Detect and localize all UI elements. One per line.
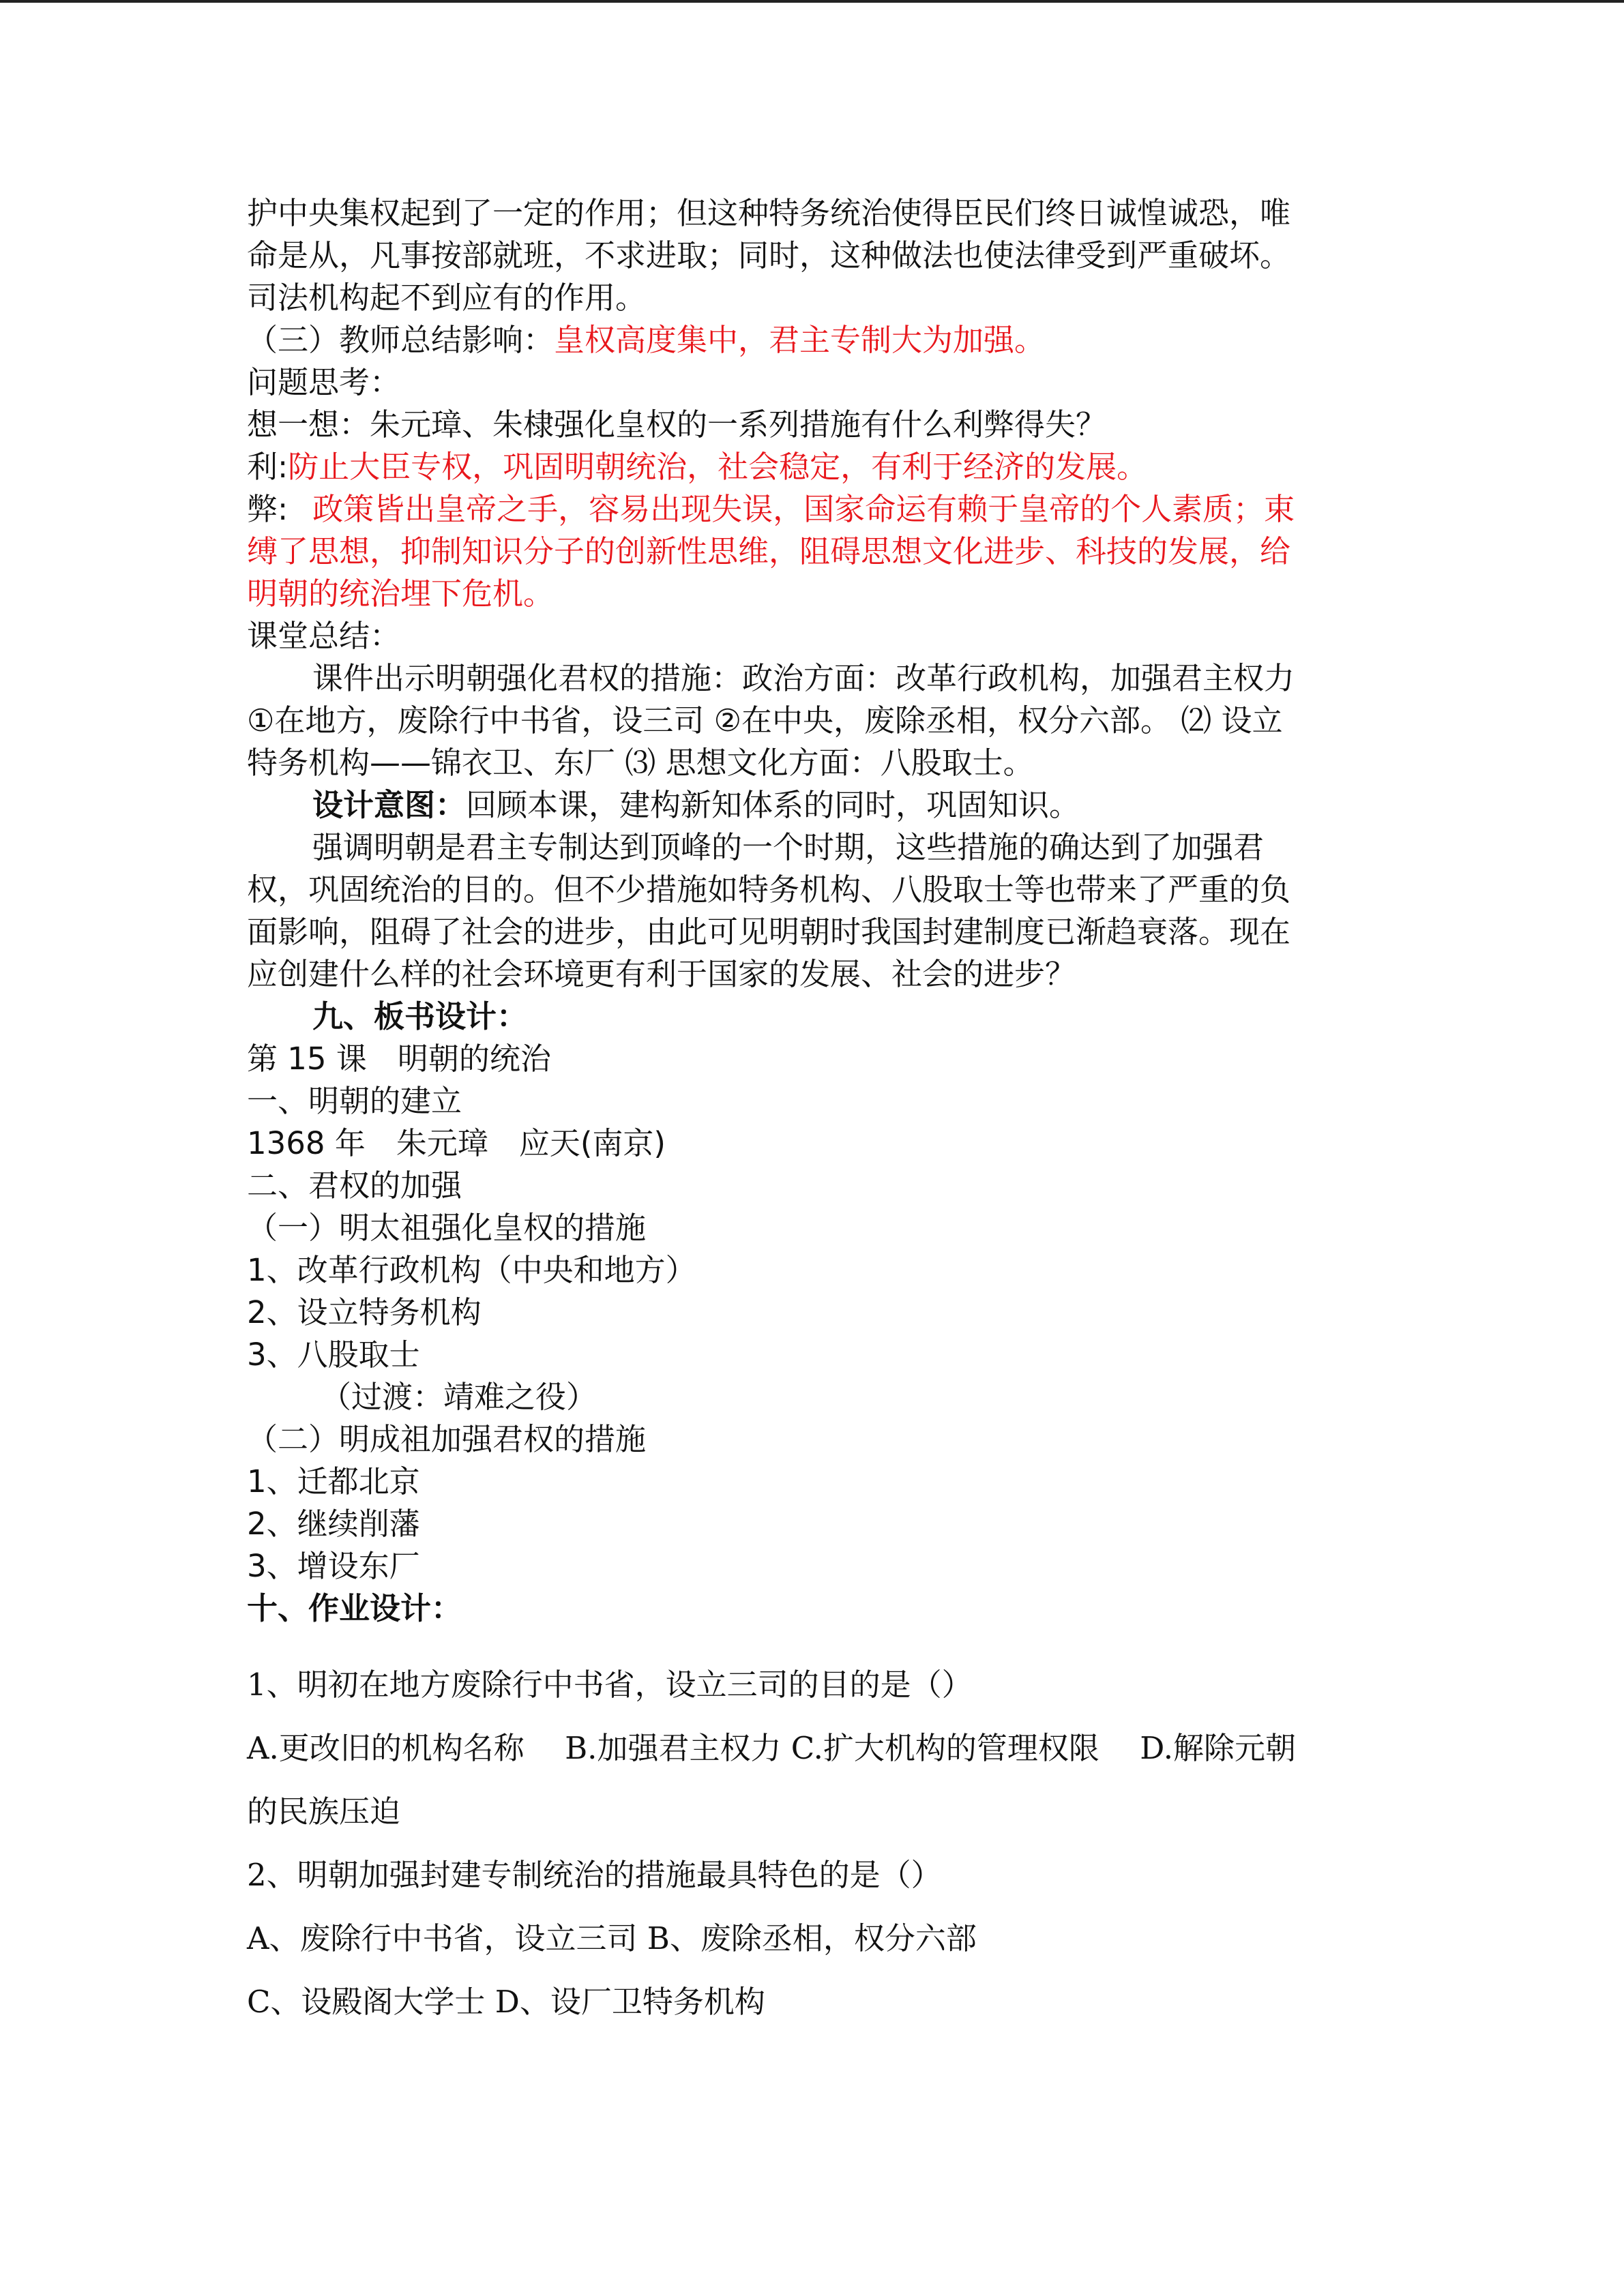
board-item: （一）明太祖强化皇权的措施 [247,1210,647,1246]
summary-impact-label: （三）教师总结影响： [247,322,555,358]
pros-label: 利: [247,449,289,485]
text-line: 应创建什么样的社会环境更有利于国家的发展、社会的进步？ [247,956,1076,992]
text-line: 强调明朝是君主专制达到顶峰的一个时期，这些措施的确达到了加强君 [312,829,1265,865]
pros-line [247,446,1379,488]
summary-impact-highlight: 皇权高度集中，君主专制大为加强。 [554,322,1046,358]
homework-block [247,1630,1379,2053]
page-top-border [0,0,1624,3]
board-item: （过渡：靖难之役） [321,1379,597,1415]
homework-options: A、废除行中书省，设立三司 B、废除丞相，权分六部 [247,1920,977,1956]
homework-question: 2、明朝加强封建专制统治的措施最具特色的是（） [247,1857,942,1893]
text-line: ①在地方，废除行中书省，设三司 ②在中央，废除丞相，权分六部。 ⑵ 设立 [247,702,1283,739]
cons-text-cont: 缚了思想，抑制知识分子的创新性思维，阻碍思想文化进步、科技的发展，给 [247,533,1291,569]
cons-line [247,488,1379,531]
board-item: 一、明朝的建立 [247,1083,462,1119]
homework-options: 的民族压迫 [247,1793,401,1830]
text-line: 命是从，凡事按部就班，不求进取；同时，这种做法也使法律受到严重破坏。 [247,237,1291,273]
section-heading: 九、板书设计： [312,998,528,1034]
text-line: 特务机构——锦衣卫、东厂 ⑶ 思想文化方面：八股取士。 [247,745,1034,781]
cons-label: 弊: [247,491,289,527]
board-item: 3、增设东厂 [247,1548,420,1584]
design-intent-text: 回顾本课，建构新知体系的同时，巩固知识。 [466,787,1080,823]
text-line: 想一想：朱元璋、朱棣强化皇权的一系列措施有什么利弊得失？ [247,406,1107,443]
design-intent-label: 设计意图： [312,787,467,823]
section-heading: 十、作业设计： [247,1590,462,1626]
design-intent-line [247,784,1379,826]
board-item: 1、改革行政机构（中央和地方） [247,1252,696,1288]
text-line: 司法机构起不到应有的作用。 [247,280,647,316]
section-heading: 课堂总结： [247,618,401,654]
homework-question: 1、明初在地方废除行中书省，设立三司的目的是（） [247,1667,973,1703]
board-item: 2、设立特务机构 [247,1294,482,1330]
pros-text: 防止大臣专权，巩固明朝统治，社会稳定，有利于经济的发展。 [288,449,1148,485]
cons-text: 政策皆出皇帝之手，容易出现失误，国家命运有赖于皇帝的个人素质；束 [312,491,1295,527]
board-item: （二）明成祖加强君权的措施 [247,1421,647,1457]
text-line: 面影响，阻碍了社会的进步，由此可见明朝时我国封建制度已渐趋衰落。现在 [247,914,1291,950]
section-heading: 问题思考： [247,364,401,400]
board-item: 1、迁都北京 [247,1463,420,1500]
summary-impact-line [247,319,1379,361]
document-page [247,192,1379,2053]
text-line: 护中央集权起到了一定的作用；但这种特务统治使得臣民们终日诚惶诚恐，唯 [247,195,1291,231]
board-title: 第 15 课 明朝的统治 [247,1041,551,1077]
board-item: 1368 年 朱元璋 应天(南京) [247,1125,666,1161]
text-line: 课件出示明朝强化君权的措施：政治方面：改革行政机构，加强君主权力 [312,660,1295,696]
board-item: 二、君权的加强 [247,1167,462,1204]
homework-options: C、设殿阁大学士 D、设厂卫特务机构 [247,1984,765,2020]
text-line: 权，巩固统治的目的。但不少措施如特务机构、八股取士等也带来了严重的负 [247,871,1291,908]
homework-options: A.更改旧的机构名称 B.加强君主权力 C.扩大机构的管理权限 D.解除元朝 [247,1730,1297,1766]
cons-text-cont: 明朝的统治埋下危机。 [247,576,555,612]
board-item: 2、继续削藩 [247,1506,420,1542]
board-item: 3、八股取士 [247,1337,420,1373]
